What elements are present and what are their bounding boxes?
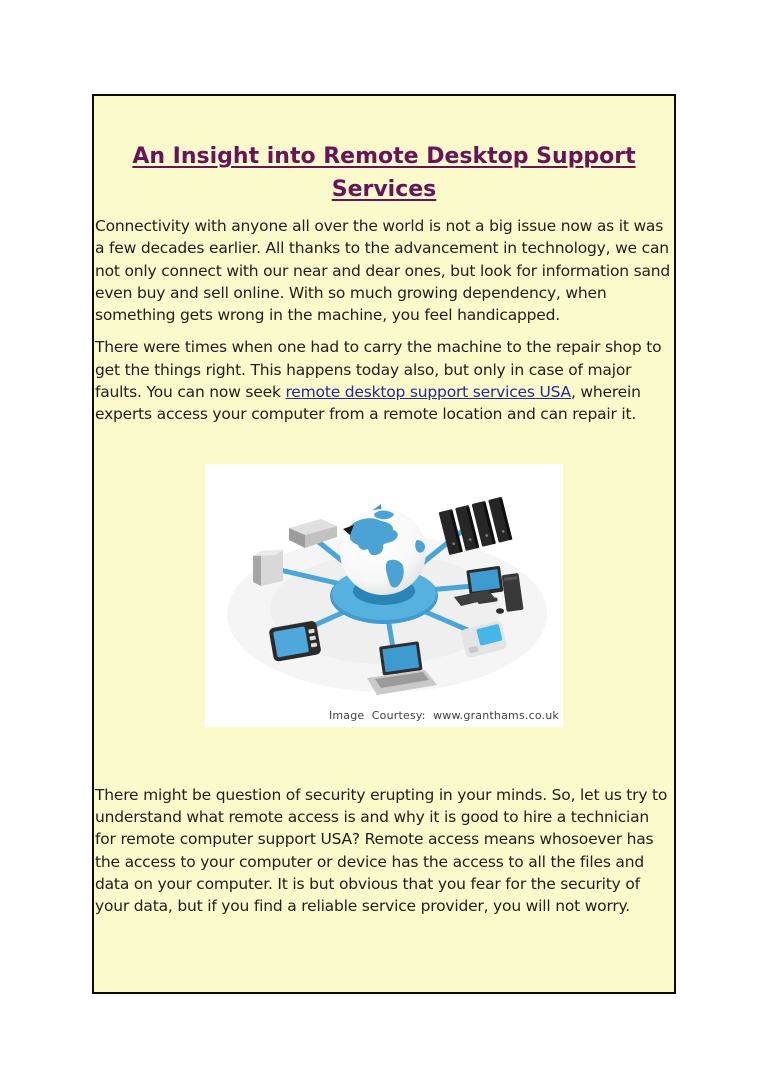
paragraph-security: There might be question of security erupting in your minds. So, let us try to understand what remote access is and why it is good to hire a technician for remote computer support USA? Remote access means whosoever has the access to your computer or device has the access to all the files and data on your computer. It is but obvious that you fear for the security of your data, but if you find a reliable service provider, you will not worry. <box>95 785 668 916</box>
paragraph-repair-text-after: , wherein experts access your computer from a remote location and can repair it. <box>95 383 641 424</box>
remote-desktop-support-services-link[interactable]: remote desktop support services USA <box>285 383 571 402</box>
network-clipart <box>205 464 563 727</box>
server-rack-icon <box>439 496 513 554</box>
globe-icon <box>340 509 426 595</box>
document-page <box>92 94 676 994</box>
network-clipart-figure <box>205 464 563 727</box>
paragraph-intro: Connectivity with anyone all over the world is not a big issue now as it was a few decades earlier. All thanks to the advancement in technology, we can not only connect with our near and dear ones, but look for information sand even buy and sell online. With so much growing dependency, when something gets wrong in the machine, you feel handicapped. <box>95 217 671 325</box>
image-courtesy-caption: Image Courtesy: www.granthams.co.uk <box>328 708 559 722</box>
page-title: An Insight into Remote Desktop Support Services <box>132 144 636 202</box>
storage-tower-icon <box>253 550 283 586</box>
paragraph-repair <box>95 336 673 425</box>
mouse-icon <box>496 608 504 614</box>
paragraph-repair-text-before: There were times when one had to carry the machine to the repair shop to get the things right. This happens today also, but only in case of major faults. You can now seek <box>95 338 662 402</box>
